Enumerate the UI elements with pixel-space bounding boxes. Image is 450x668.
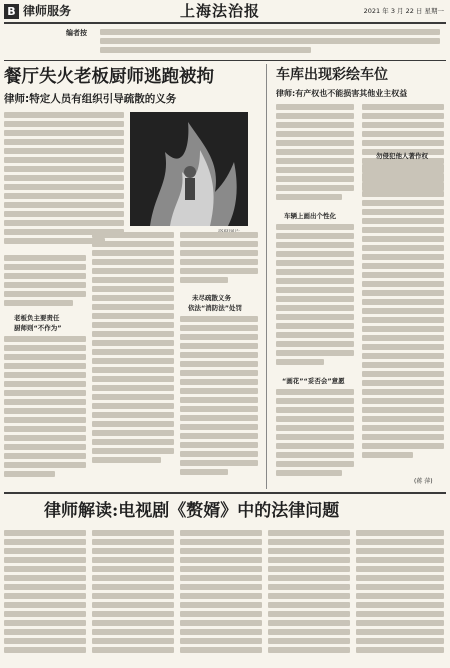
section-name: 律师服务 xyxy=(23,4,72,18)
editor-note-body xyxy=(100,29,440,56)
left-col3b-text xyxy=(180,316,258,486)
page-badge xyxy=(4,4,19,19)
page-badge-letter: B xyxy=(7,5,16,18)
left-section-heading-4: 依法“消防法”处罚 xyxy=(188,304,243,312)
fire-illustration xyxy=(130,112,248,226)
right-section-heading-4: 勿侵犯他人著作权 xyxy=(376,152,428,160)
left-headline: 餐厅失火老板厨师逃跑被拘 xyxy=(4,67,214,87)
bottom-headline: 律师解读:电视剧《赘婿》中的法律问题 xyxy=(44,501,340,521)
left-col3a-text xyxy=(180,232,258,287)
right-headline: 车库出现彩绘车位 xyxy=(276,67,388,83)
left-subheadline: 律师:特定人员有组织引导疏散的义务 xyxy=(4,93,177,105)
left-col2-text xyxy=(92,232,174,487)
left-section-heading-2: 厨师则“不作为” xyxy=(14,324,62,332)
fire-photo xyxy=(130,112,248,226)
right-sign-off: (蒋 萍) xyxy=(414,478,433,485)
right-col2b-text xyxy=(362,164,444,469)
editor-note-label: 编者按 xyxy=(66,29,87,37)
right-subheadline: 律师:有产权也不能损害其他业主权益 xyxy=(276,89,408,98)
right-col1c-text xyxy=(276,389,354,487)
right-section-heading-1: 车辆上画出个性化 xyxy=(284,212,336,220)
bottom-col2-text xyxy=(92,530,174,664)
date-line: 2021 年 3 月 22 日 星期一 xyxy=(363,7,444,15)
left-section-heading-1: 老板负主要责任 xyxy=(14,314,60,322)
left-section-heading-3: 未尽疏散义务 xyxy=(192,294,231,302)
bottom-col1-text xyxy=(4,530,86,664)
masthead-rule xyxy=(4,22,446,24)
left-col1c-text xyxy=(4,336,86,486)
right-section-heading-2: “画花”“妥否会”意愿 xyxy=(282,377,345,385)
bottom-col5-text xyxy=(356,530,444,664)
column-divider xyxy=(266,64,267,489)
bottom-col3-text xyxy=(180,530,262,664)
bottom-col4-text xyxy=(268,530,350,664)
left-col1b-text xyxy=(4,255,86,310)
editor-note-rule xyxy=(4,60,446,61)
right-col1b-text xyxy=(276,224,354,374)
bottom-section-rule xyxy=(4,492,446,494)
left-col1-text xyxy=(4,112,124,252)
paper-logo: 上海法治报 xyxy=(180,2,261,20)
right-col1a-text xyxy=(276,104,354,209)
